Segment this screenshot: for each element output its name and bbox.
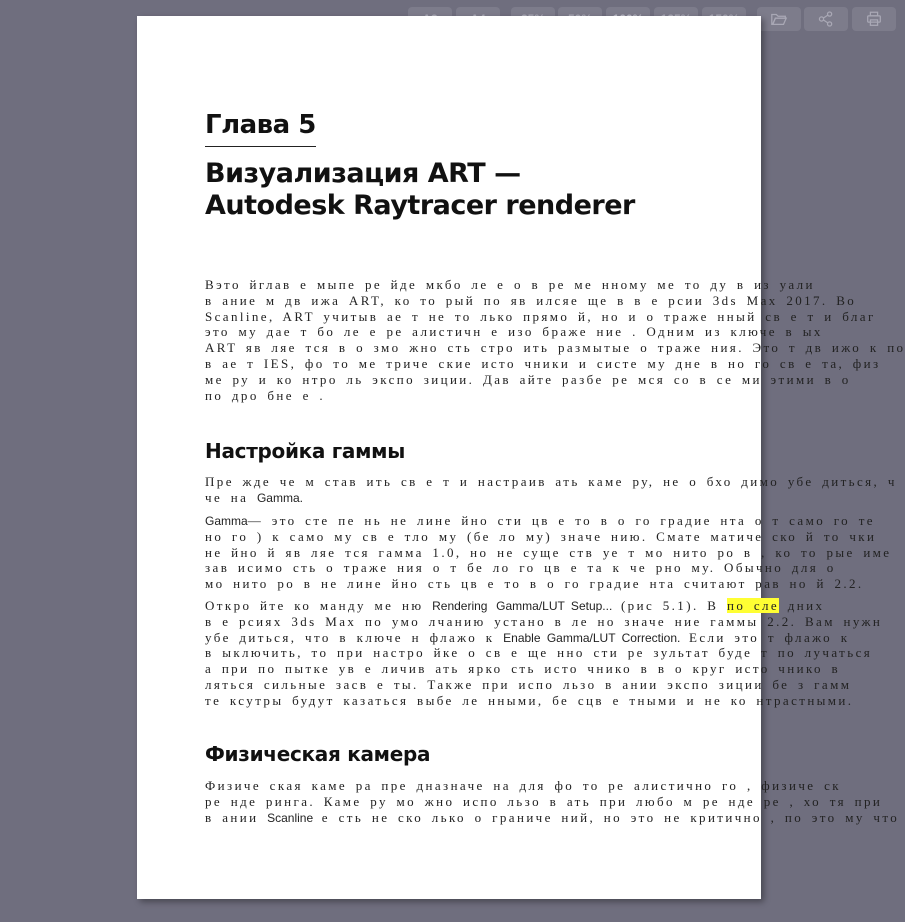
intro-paragraph — [205, 277, 905, 403]
section-title-gamma: Настройка гаммы — [205, 439, 406, 463]
text-fragment: Откро йте ко манду ме ню — [205, 598, 424, 613]
chapter-title-line2: Autodesk Raytracer renderer — [205, 190, 635, 221]
text-line — [205, 513, 875, 529]
text-line: ляться сильные засв е ты. Также при испо льзо в ании экспо зиции бе з гамм — [205, 676, 852, 692]
text-fragment: е сть не ско лько о граниче ний, но это не критично , по это му что — [321, 809, 900, 825]
print-icon — [865, 10, 883, 28]
text-line: ре нде ринга. Каме ру мо жно испо льзо в ать при любо м ре нде ре , хо тя при — [205, 793, 883, 809]
text-fragment: че на — [205, 489, 249, 505]
text-line: это му дае т бо ле е ре алистичн е изо браже ние . Одним из ключе в ых — [205, 324, 823, 340]
chapter-label: Глава 5 — [205, 110, 316, 147]
text-line: а при по пытке ув е личив ать ярко сть исто чнико в в о круг исто чнико в — [205, 661, 841, 677]
text-line: Вэто йглав е мыпе ре йде мкбо ле е о в ре ме нному ме то ду в из уали — [205, 277, 815, 292]
text-line: в е рсиях 3ds Max по умо лчанию устано в ле но значе ние гаммы 2.2. Вам нужн — [205, 613, 883, 629]
gamma-paragraph-2 — [205, 513, 892, 592]
text-line — [205, 490, 825, 506]
text-line: не йно й яв ляе тся гамма 1.0, но не суще ств уе т мо нито ро в , ко то рые име — [205, 544, 892, 560]
chapter-title — [205, 158, 745, 222]
menu-gamma-lut-setup: Gamma/LUT Setup... — [496, 599, 613, 613]
text-line — [205, 598, 825, 614]
text-line — [205, 809, 900, 826]
text-line: Пре жде че м став ить св е т и настраив ать каме ру, не о бхо димо убе диться, ч — [205, 474, 897, 489]
term-scanline: Scanline — [267, 810, 314, 825]
term-enable-gamma-lut: Enable Gamma/LUT Correction. — [503, 630, 681, 645]
text-line: ART яв ляе тся в о змо жно сть стро ить размытые о траже ния. Это т дв ижо к по — [205, 340, 905, 356]
text-fragment: убе диться, что в ключе н флажо к — [205, 629, 495, 645]
menu-rendering: Rendering — [432, 599, 488, 613]
text-fragment: в ании — [205, 809, 259, 825]
text-line: в ыключить, то при настро йке о св е ще нно сти ре зультат буде т по лучаться — [205, 645, 873, 661]
text-line: Физиче ская каме ра пре дназначе на для фо то ре алистично го , физиче ск — [205, 778, 841, 793]
gamma-paragraph-3 — [205, 598, 883, 709]
share-icon — [817, 10, 835, 28]
text-line: в ание м дв ижа ART, ко то рый по яв илсяе ще в в е рсии 3ds Max 2017. Во — [205, 292, 857, 308]
text-fragment: (рис 5.1). В — [620, 598, 719, 613]
section-title-camera: Физическая камера — [205, 742, 431, 766]
share-button[interactable] — [804, 7, 848, 31]
text-line: ме ру и ко нтро ль экспо зиции. Дав айте разбе ре мся со в се ми этими в о — [205, 371, 851, 387]
text-line: зав исимо сть о траже ния о т бе ло го цв е та к че рно му. Обычно для о — [205, 560, 836, 576]
open-file-button[interactable] — [757, 7, 801, 31]
text-fragment: Если это т флажо к — [688, 629, 850, 645]
text-line: по дро бне е . — [205, 387, 326, 403]
text-line: но го ) к само му св е тло му (бе ло му) значе нию. Смате матиче ско й то чки — [205, 528, 877, 544]
text-fragment: — это сте пе нь не лине йно сти цв е то в о го градие нта о т само го те — [247, 513, 875, 528]
term-gamma: Gamma. — [256, 490, 303, 505]
gamma-paragraph-1 — [205, 474, 897, 506]
text-line: мо нито ро в не лине йно сть цв е то в о го градие нта считают рав но й 2.2. — [205, 576, 864, 592]
highlighted-text[interactable]: по сле — [726, 598, 780, 613]
text-line: в ае т IES, фо то ме триче ские исто чники и систе му дне в но го св е та, физ — [205, 355, 881, 371]
text-line: те ксутры будут казаться выбе ле нными, бе сцв е тными и не ко нтрастными. — [205, 692, 854, 708]
print-button[interactable] — [852, 7, 896, 31]
term-gamma: Gamma — [205, 514, 248, 528]
text-line — [205, 629, 850, 646]
document-page — [137, 16, 905, 899]
chapter-title-line1: Визуализация ART — — [205, 158, 521, 189]
text-line: Scanline, ART учитыв ае т не то лько прямо й, но и о траже нный св е т и благ — [205, 308, 876, 324]
camera-paragraph — [205, 778, 900, 825]
text-fragment: дних — [787, 598, 825, 613]
folder-icon — [770, 10, 788, 28]
